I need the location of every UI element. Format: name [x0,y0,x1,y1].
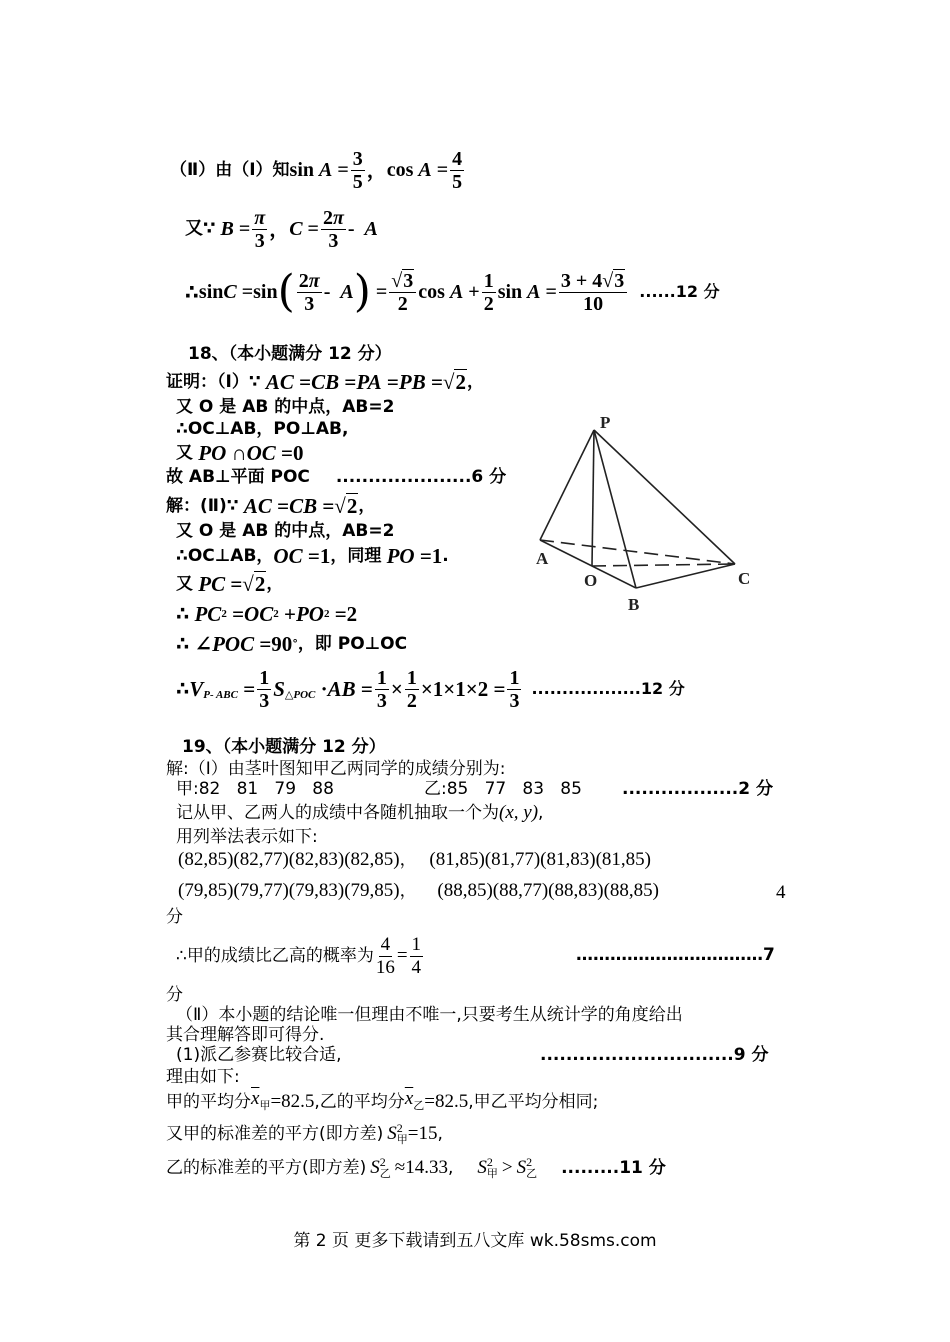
q18-proof-label: 证明：（Ⅰ）∵ [166,372,261,392]
edge-BC [636,564,735,588]
q18-sol-line6-suffix: ，即 PO⊥OC [297,634,408,654]
q19-jia-scores: 甲:82 81 79 88 [176,779,334,799]
label-B: B [628,595,640,614]
q19-var-jia-val: =15 [407,1123,438,1144]
q19-prob-frac1-num: 4 [380,933,391,955]
label-P: P [600,413,611,432]
q17-part2-score: ......12 分 [639,282,720,301]
q19-var-yi-mid: , [447,1158,454,1178]
q19-var-jia-prefix: 又甲的标准差的平方(即方差) [166,1124,384,1144]
q19-line1: 解:（Ⅰ）由茎叶图知甲乙两同学的成绩分别为: [166,759,506,779]
q18-sol-label: 解：(Ⅱ)∵ [166,496,239,516]
q19-list-b1: (79,85)(79,77)(79,83)(79,85) [178,880,400,901]
q19-mean-yi-val: =82.5 [424,1091,469,1112]
q19-choice-line [176,1044,769,1066]
q19-score-4-unit: 分 [166,907,183,927]
q19-var-jia-suffix: , [437,1124,443,1144]
q19-prob-line: ∴甲的成绩比乙高的概率为 $\frac{4}{16}$ = $\frac{1}{4}$ [176,933,422,978]
q19-part2-line2: 其合理解答即可得分. [166,1025,325,1045]
q19-title: 19、（本小题满分 12 分） [182,737,386,757]
q17-part2-line3: ∴ sin C =sin ( $\frac{2\pi}{3}$ - A ) = $\frac{√3}{2}$ cos A + $\frac{1}{2}$ sin A = $\frac{3 + 4√3}{10}$ ......12 分 [185,266,720,317]
q19-line3-suffix: , [538,803,544,823]
q18-sol-line2: 又 O 是 AB 的中点，AB=2 [176,521,395,541]
q19-prob-prefix: ∴甲的成绩比乙高的概率为 [176,946,374,966]
q18-sol-line4-prefix: 又 [176,574,193,594]
q19-var-yi-val: ≈14.33 [394,1157,448,1178]
q19-var-yi-line: 乙的标准差的平方(即方差) S 2 乙 ≈14.33 , S 2 甲 > S 2 乙 .........11 分 [166,1155,666,1181]
q17-part2-line2-prefix: 又∵ [185,218,216,239]
q19-choice: (1)派乙参赛比较合适, [176,1045,342,1065]
q19-score-4-num: 4 [776,882,786,903]
q18-proof-conclusion: 故 AB⊥平面 POC [166,467,310,487]
q18-sol-line4: 又 PC =√2 ， [176,572,284,596]
q19-reason: 理由如下: [166,1067,240,1087]
q19-mean-suffix: ,甲乙平均分相同; [468,1092,599,1112]
page-footer: 第 2 页 更多下载请到五八文库 wk.58sms.com [293,1231,657,1251]
q18-title: 18、（本小题满分 12 分） [188,344,392,364]
q19-mean-jia-prefix: 甲的平均分 [166,1092,251,1112]
q18-proof-line4-prefix: 又 [176,443,193,463]
q19-list-a2: (81,85)(81,77)(81,83)(81,85) [429,849,651,870]
q19-score-7-unit: 分 [166,985,183,1005]
q19-score-11: .........11 分 [561,1158,666,1178]
q19-mean-yi-prefix: ,乙的平均分 [314,1092,405,1112]
q18-sol-line6-prefix: ∴ [176,633,190,655]
edge-PB [594,430,636,588]
label-O: O [584,571,598,590]
q19-line3 [176,802,543,824]
q19-part2-line1: （Ⅱ）本小题的结论唯一但理由不唯一,只要考生从统计学的角度给出 [176,1005,683,1025]
label-C: C [738,569,751,588]
q18-proof-line3: ∴OC⊥AB，PO⊥AB, [176,419,349,439]
tetrahedron-figure [528,412,760,622]
q19-yi-scores: 乙:85 77 83 85 [424,779,582,799]
q19-line3-prefix: 记从甲、乙两人的成绩中各随机抽取一个为 [176,803,499,823]
q18-sol-line7-prefix: ∴ [176,678,190,700]
q19-line4: 用列举法表示如下: [176,827,318,847]
edge-AC-dashed [540,540,735,564]
q19-prob-frac2-num: 1 [411,933,422,955]
q18-proof-line4: 又 PO ∩ OC =0 [176,441,304,465]
q19-mean-line: 甲的平均分 $\overline{x}_甲$ =82.5 ,乙的平均分 $\overline{x}_乙$ =82.5 ,甲乙平均分相同; [166,1087,599,1112]
edge-PO [592,430,594,566]
q19-score-9: ..............................9 分 [540,1045,769,1065]
q18-sol-line3-a: ∴OC⊥AB， [176,546,274,566]
q19-line3-pair: (x, y) [499,802,539,823]
q18-sol-line5: ∴ PC 2 = OC 2 + PO 2 =2 [176,602,358,626]
q18-sol-line1: 解：(Ⅱ)∵ AC = CB =√2 ， [166,494,376,518]
q18-sol-line6: ∴ ∠POC =90 ° ，即 PO⊥OC [176,632,408,656]
q17-part2-line2: 又∵ B = $\frac{\pi}{3}$ ， C = $\frac{2\pi}{3}$ - A [185,206,378,252]
q19-list-row2: (79,85)(79,77)(79,83)(79,85)， (88,85)(88,77)(88,83)(88,85) [178,880,659,901]
q19-mean-jia-val: =82.5 [270,1091,315,1112]
q18-proof-line2: 又 O 是 AB 的中点，AB=2 [176,397,395,417]
q18-sol-line7: ∴ V $_{P- ABC}$ = $\frac{1}{3}$ S $_{\triangle POC}$ · AB = $\frac{1}{3}$ × $\frac{1}{2}$ ×1×1×2 = $\frac{1}{3}$ ..................12 分 [176,666,685,712]
q19-prob-frac2-den: 4 [411,956,422,978]
q18-proof-line1: 证明：（Ⅰ）∵ AC = CB = PA = PB =√2 ， [166,370,484,394]
q19-score-2: ..................2 分 [622,779,773,799]
q17-part2-line3-prefix: ∴ [185,280,199,304]
label-A: A [536,549,549,568]
q18-sol-line3-b: ，同理 [330,546,382,566]
q19-prob-frac1-den: 16 [375,956,395,978]
q19-list-b2: (88,85)(88,77)(88,83)(88,85) [437,880,659,901]
q18-sol-score: ..................12 分 [531,679,685,698]
q19-var-yi-prefix: 乙的标准差的平方(即方差) [166,1158,367,1178]
q17-part2-intro: （Ⅱ）由（Ⅰ）知 [170,160,290,180]
q19-var-jia-line: 又甲的标准差的平方(即方差) S 2 甲 =15 , [166,1121,443,1147]
q19-scores-line [176,778,773,800]
q18-proof-line5 [166,466,506,488]
q19-score-7: ……………………………7 [576,945,775,965]
edge-PC [594,430,735,564]
edge-PA [540,430,594,540]
q19-list-a1: (82,85)(82,77)(82,83)(82,85) [178,849,400,870]
q18-proof-score: .....................6 分 [335,467,507,487]
q19-list-row1: (82,85)(82,77)(82,83)(82,85)， (81,85)(81,77)(81,83)(81,85) [178,849,651,870]
edge-OC-dashed [592,564,735,566]
q17-part2-line1: （Ⅱ）由（Ⅰ）知 sin A = $\frac{3}{5}$ ， cos A = $\frac{4}{5}$ [170,147,463,193]
q18-sol-line3: ∴OC⊥AB， OC =1 ，同理 PO =1 . [176,544,449,568]
